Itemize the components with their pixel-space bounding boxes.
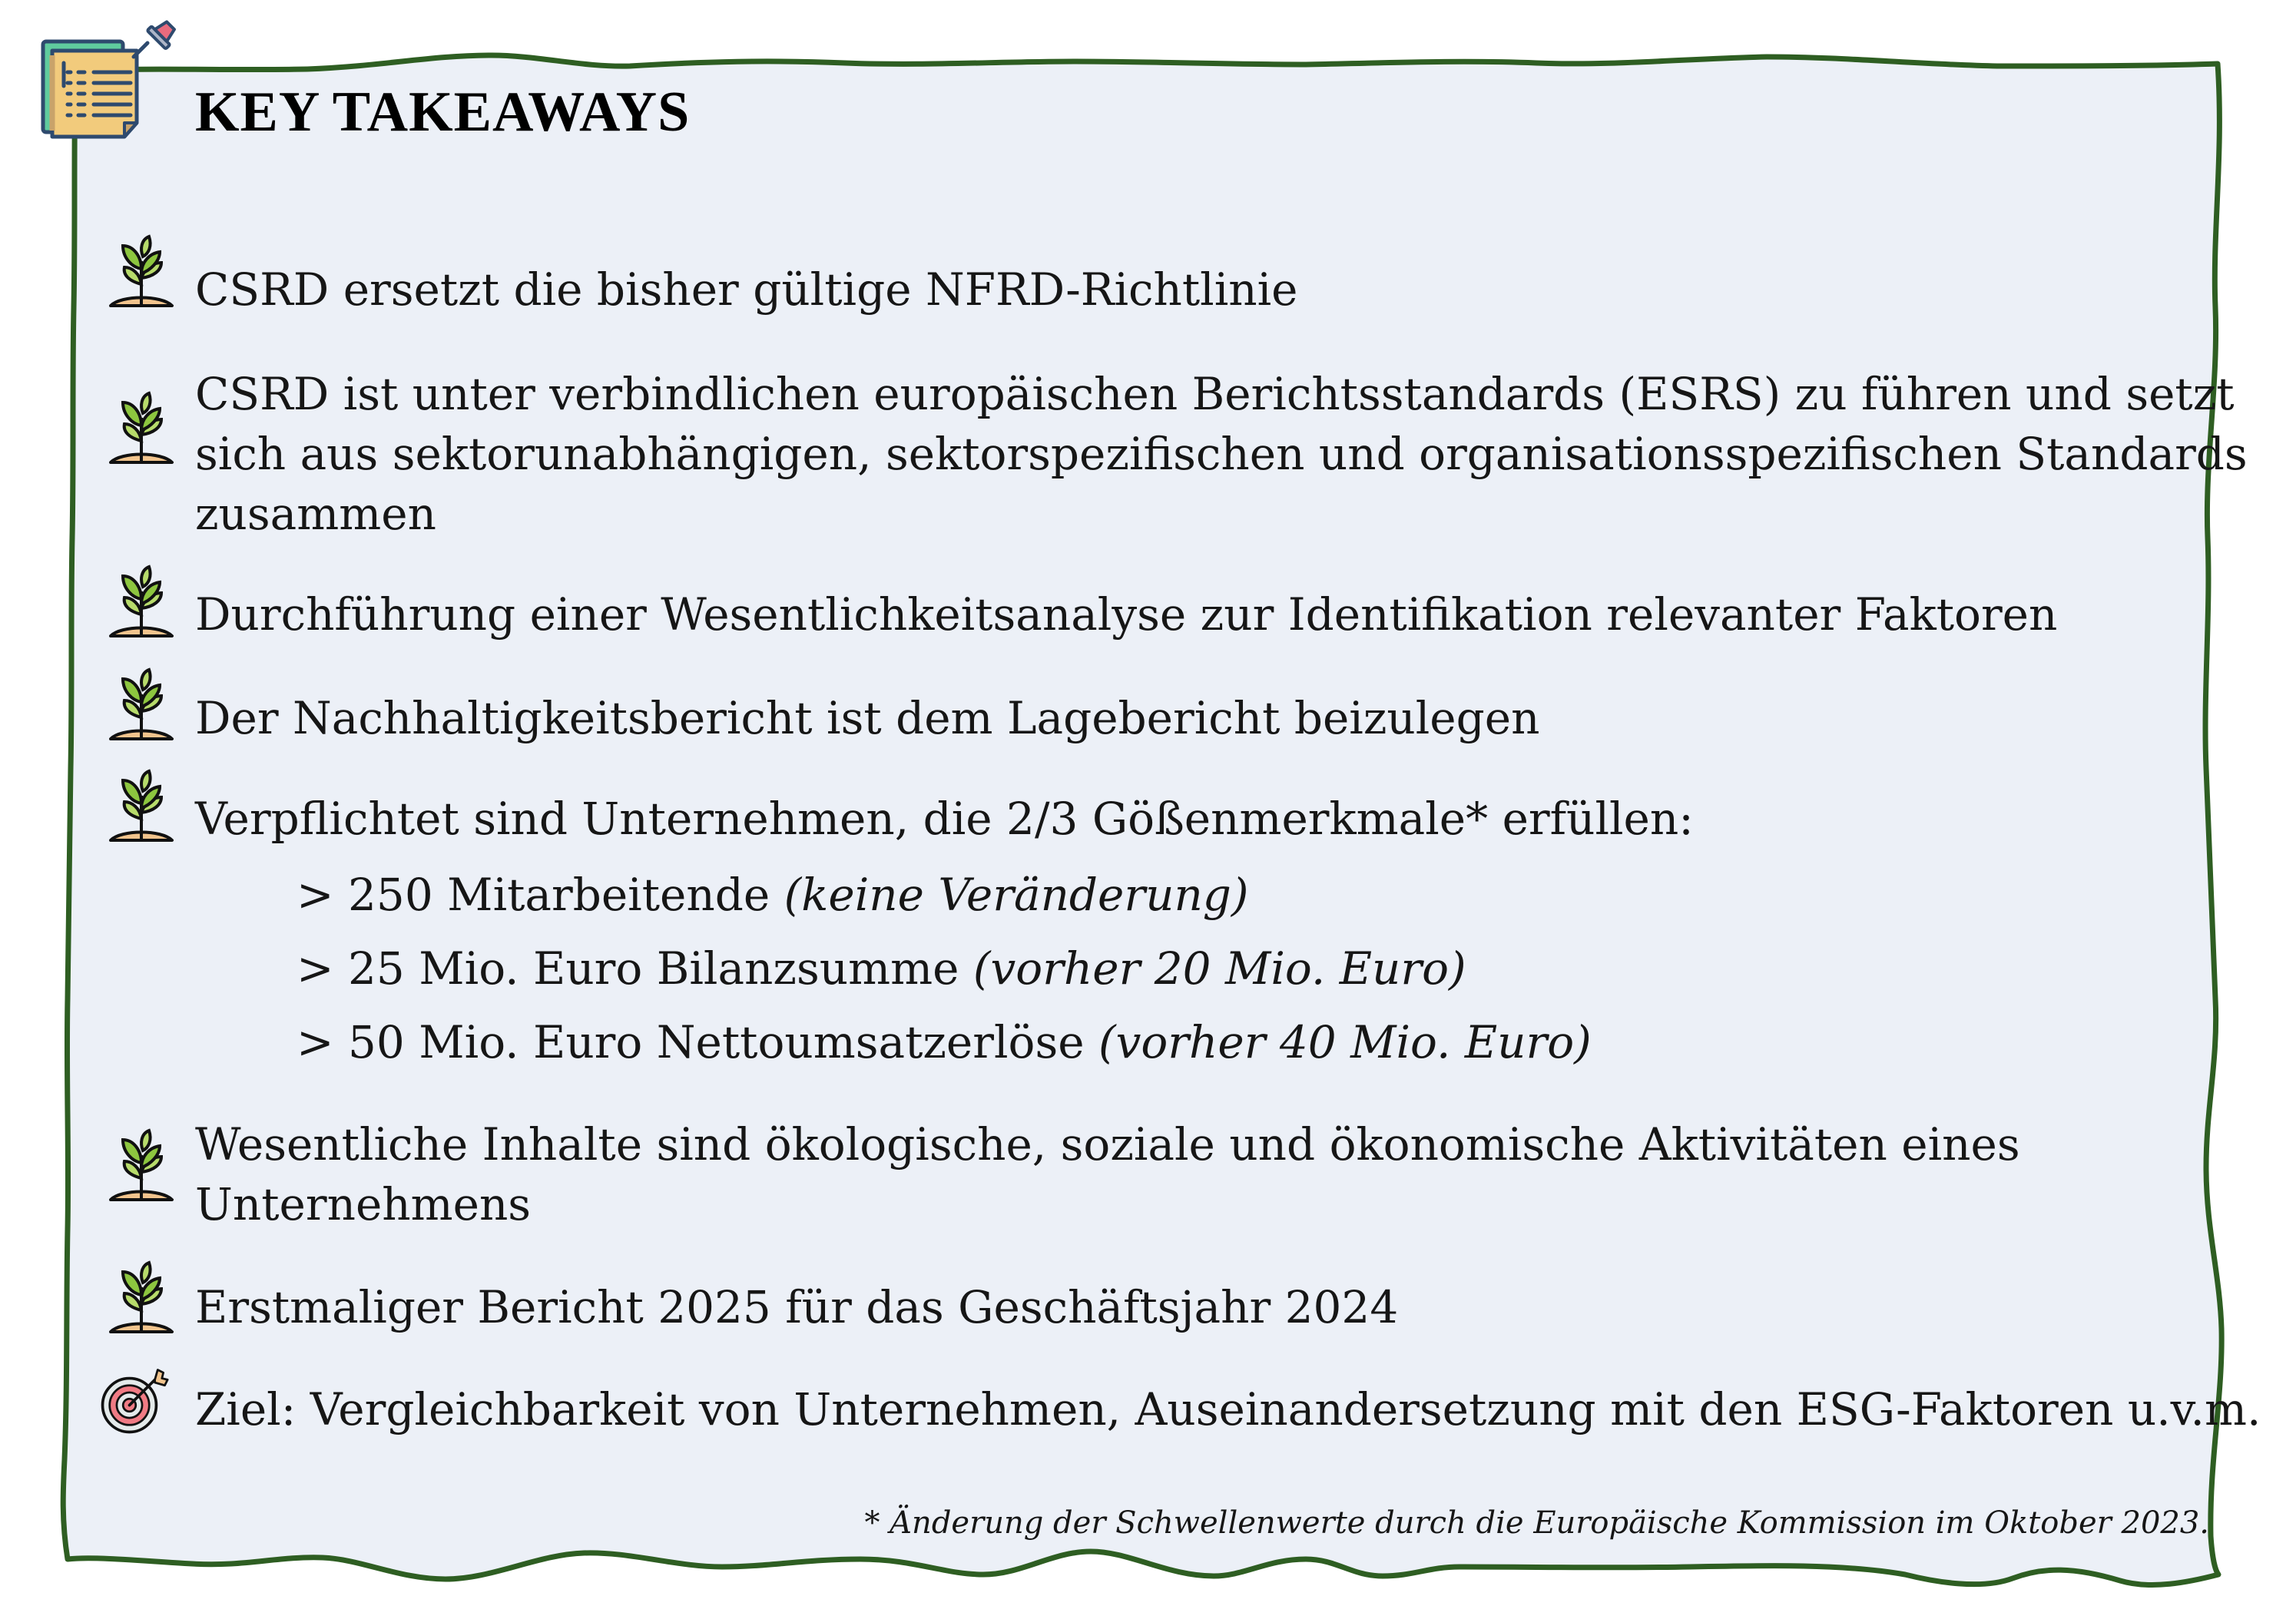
item-text-line: Unternehmens — [195, 1178, 532, 1230]
footnote: * Änderung der Schwellenwerte durch die Europäische Kommission im Oktober 2023. — [864, 1505, 2209, 1541]
page-title: KEY TAKEAWAYS — [195, 81, 691, 144]
change-note: (vorher 20 Mio. Euro) — [972, 942, 1466, 995]
item-text-line: Wesentliche Inhalte sind ökologische, soziale und ökonomische Aktivitäten eines — [195, 1118, 2020, 1171]
plant-icon — [106, 1124, 177, 1204]
takeaway-item-5 — [195, 789, 1694, 849]
takeaway-item-3 — [195, 584, 2057, 644]
takeaway-item-6 — [195, 1114, 2020, 1234]
item-text: Erstmaliger Bericht 2025 für das Geschäftsjahr 2024 — [195, 1281, 1399, 1333]
plant-icon — [106, 387, 177, 467]
takeaway-goal — [195, 1379, 2261, 1439]
plant-icon — [106, 1257, 177, 1336]
threshold-employees: > 250 Mitarbeitende (keine Veränderung) — [297, 869, 1249, 921]
plant-icon — [106, 230, 177, 310]
change-note: (keine Veränderung) — [784, 869, 1249, 921]
item-text: Ziel: Vergleichbarkeit von Unternehmen, Auseinandersetzung mit den ESG-Faktoren u.v.m. — [195, 1383, 2261, 1435]
threshold-balance-sheet: > 25 Mio. Euro Bilanzsumme (vorher 20 Mio. Euro) — [297, 942, 1466, 995]
item-text-line: zusammen — [195, 488, 436, 540]
target-icon — [98, 1361, 169, 1441]
item-text: CSRD ersetzt die bisher gültige NFRD-Richtlinie — [195, 263, 1298, 316]
item-text-line: sich aus sektorunabhängigen, sektorspezifischen und organisationsspezifischen Standards — [195, 428, 2248, 480]
plant-icon — [106, 664, 177, 743]
plant-icon — [106, 765, 177, 845]
item-text: Der Nachhaltigkeitsbericht ist dem Lagebericht beizulegen — [195, 692, 1540, 744]
item-text: Durchführung einer Wesentlichkeitsanalyse zur Identifikation relevanter Faktoren — [195, 588, 2058, 641]
takeaway-item-1 — [195, 260, 1298, 320]
takeaway-item-7 — [195, 1277, 1398, 1337]
threshold-revenue: > 50 Mio. Euro Nettoumsatzerlöse (vorher 40 Mio. Euro) — [297, 1016, 1592, 1068]
takeaway-item-4 — [195, 688, 1539, 748]
plant-icon — [106, 561, 177, 641]
item-text-line: CSRD ist unter verbindlichen europäischen Berichtsstandards (ESRS) zu führen und setzt — [195, 368, 2235, 420]
sticky-note-icon — [38, 20, 177, 151]
item-text: Verpflichtet sind Unternehmen, die 2/3 Gößenmerkmale* erfüllen: — [195, 793, 1694, 845]
takeaway-item-2 — [195, 364, 2248, 544]
change-note: (vorher 40 Mio. Euro) — [1098, 1016, 1592, 1068]
